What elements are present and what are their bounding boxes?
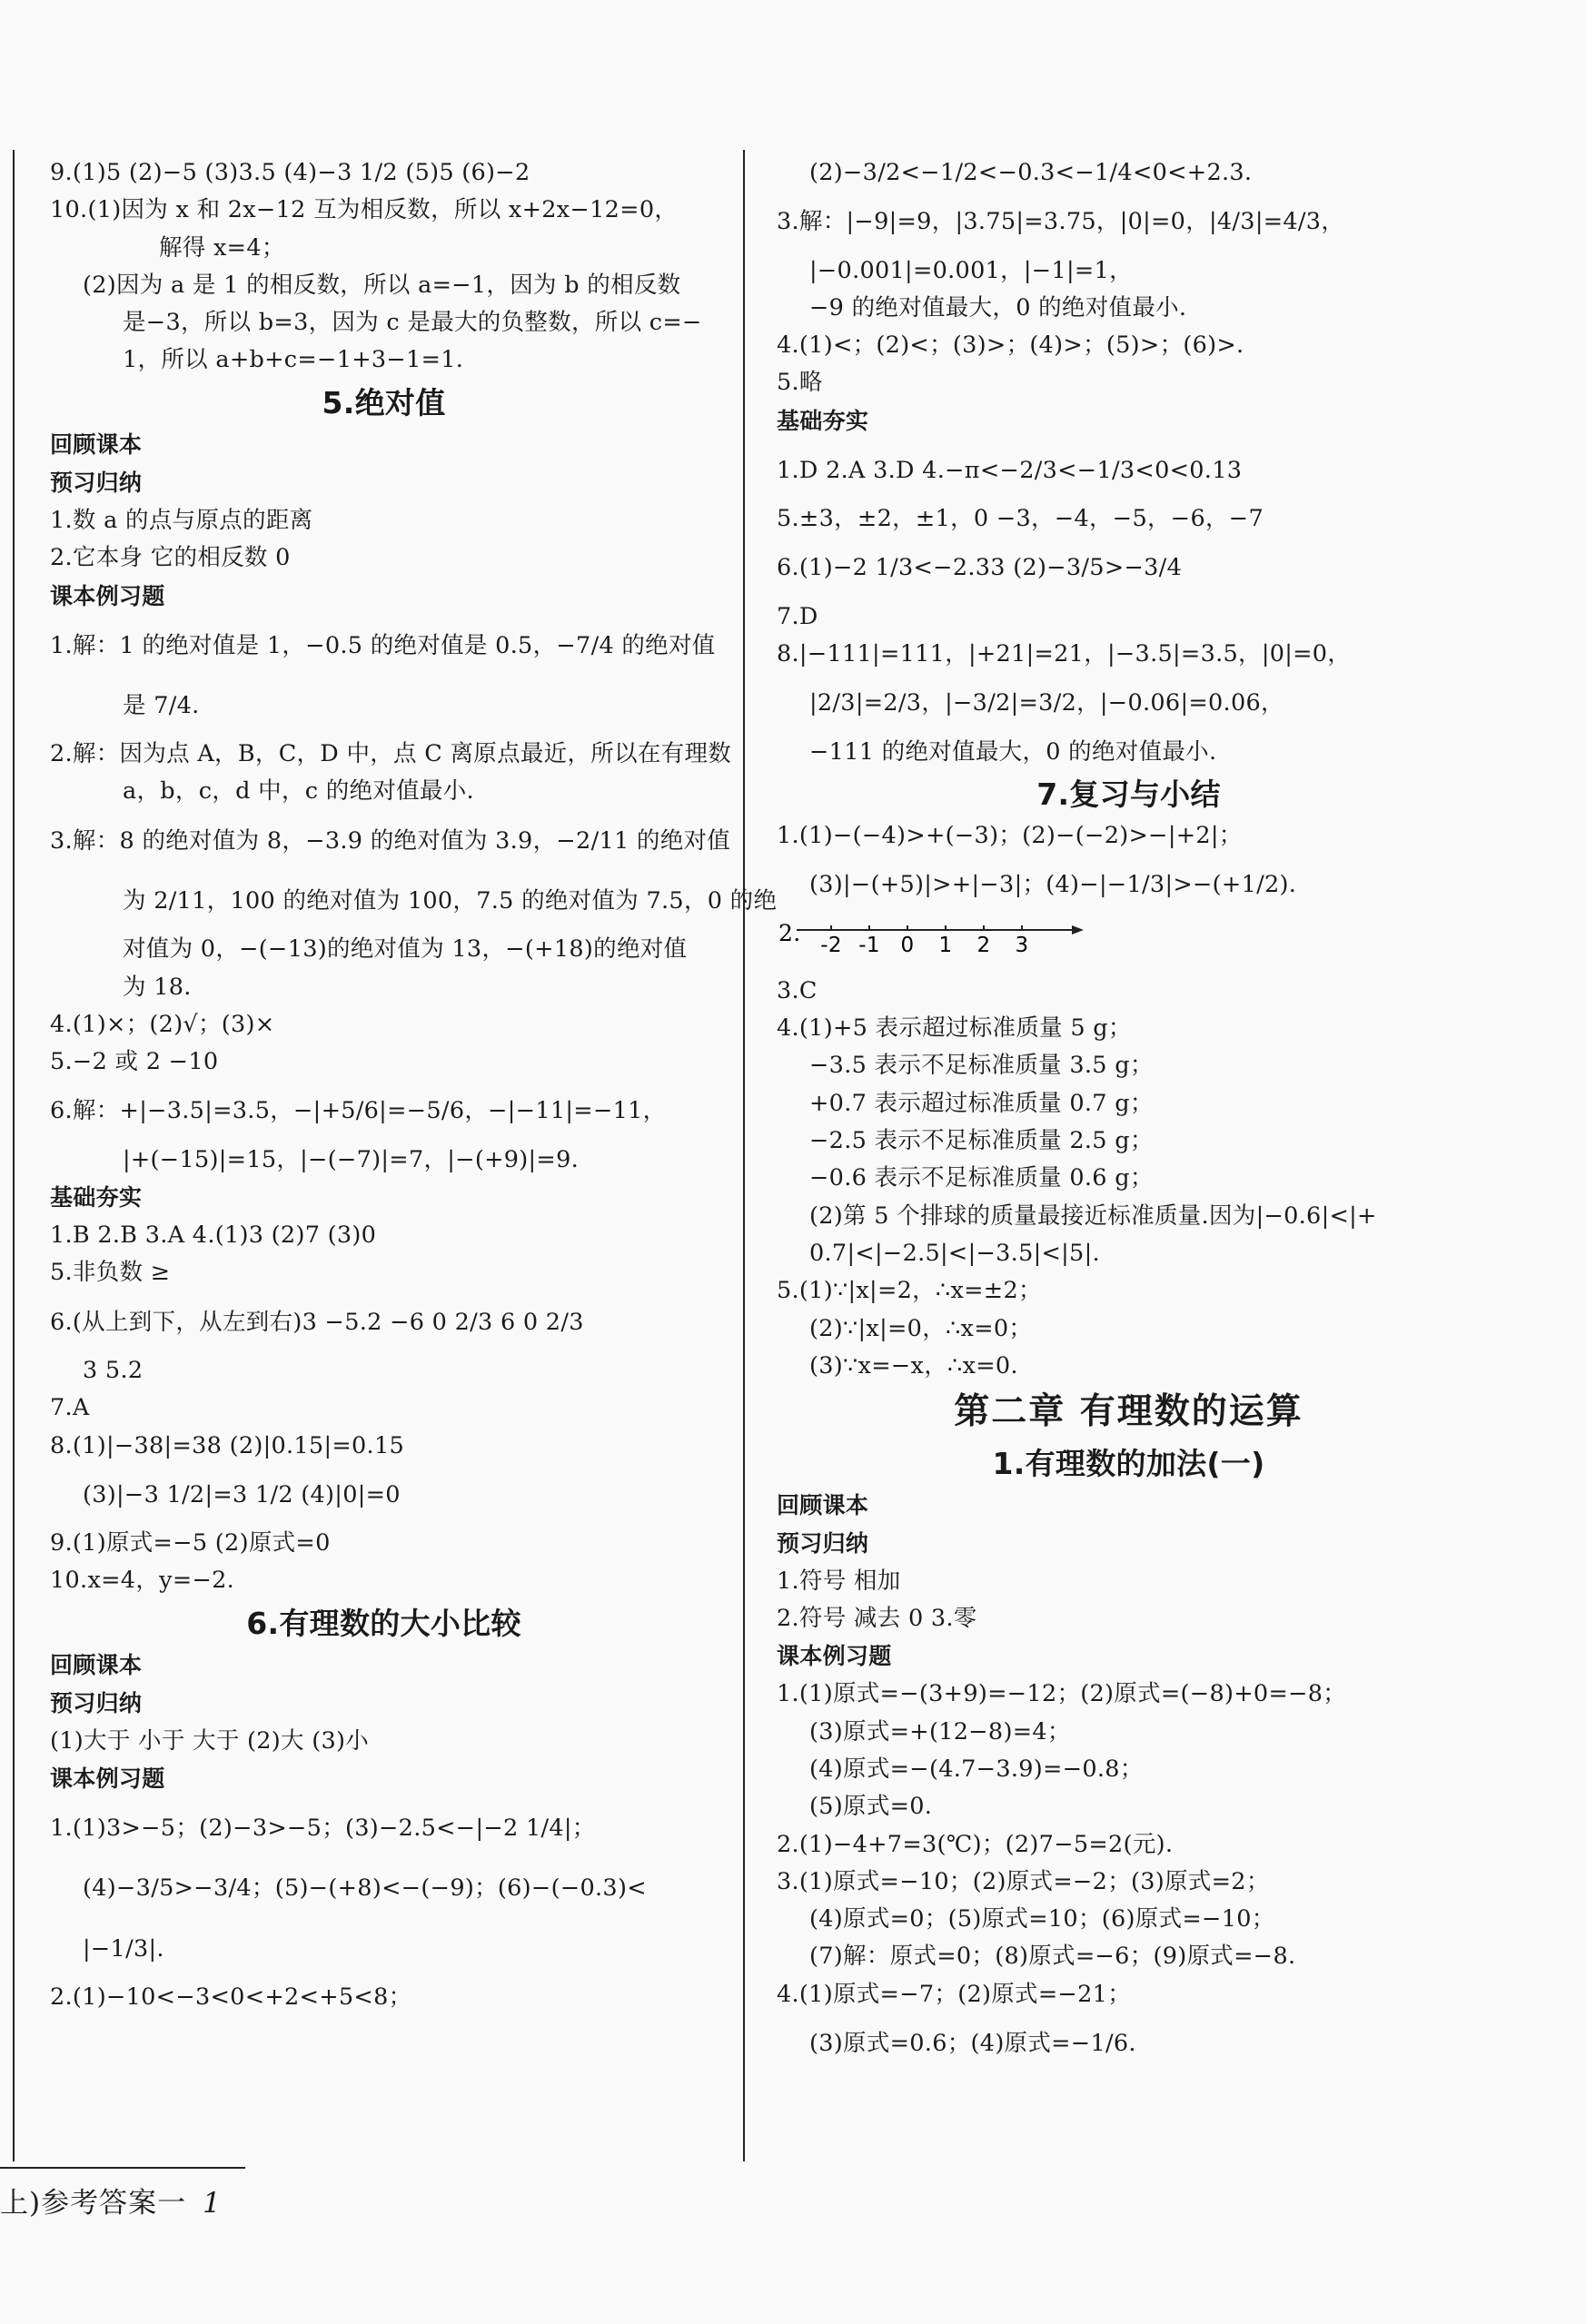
answer-line: 是 7/4. bbox=[123, 691, 200, 719]
answer-line: 3.(1)原式=−10；(2)原式=−2；(3)原式=2； bbox=[777, 1867, 1270, 1895]
tick-label: 0 bbox=[900, 933, 915, 955]
answer-line: +0.7 表示超过标准质量 0.7 g； bbox=[809, 1089, 1154, 1117]
answer-line: 1.(1)原式=−(3+9)=−12；(2)原式=(−8)+0=−8； bbox=[777, 1680, 1347, 1708]
tick-label: -2 bbox=[820, 933, 842, 955]
section-title-review-summary: 7.复习与小结 bbox=[1036, 776, 1221, 812]
answer-line: 1.解：1 的绝对值是 1，−0.5 的绝对值是 0.5，−7/4 的绝对值 bbox=[50, 631, 716, 659]
answer-line: (3)原式=0.6；(4)原式=−1/6. bbox=[809, 2030, 1136, 2057]
column-divider bbox=[743, 150, 745, 2161]
answer-line: 是−3，所以 b=3，因为 c 是最大的负整数，所以 c=− bbox=[123, 309, 702, 337]
answer-line: 5.−2 或 2 −10 bbox=[50, 1048, 219, 1076]
subheading-review: 回顾课本 bbox=[50, 1651, 143, 1678]
subheading-basics: 基础夯实 bbox=[777, 407, 869, 434]
section-title-absolute-value: 5.绝对值 bbox=[322, 384, 446, 420]
answer-line: 4.(1)×；(2)√；(3)× bbox=[50, 1010, 275, 1038]
answer-line: −0.6 表示不足标准质量 0.6 g； bbox=[809, 1164, 1154, 1192]
answer-line: (2)因为 a 是 1 的相反数，所以 a=−1，因为 b 的相反数 bbox=[83, 271, 681, 299]
answer-line: |−1/3|. bbox=[83, 1934, 164, 1963]
answer-line: 2.(1)−4+7=3(℃)；(2)7−5=2(元). bbox=[777, 1830, 1174, 1858]
tick-label: 3 bbox=[1015, 933, 1029, 955]
answer-line: (4)原式=−(4.7−3.9)=−0.8； bbox=[809, 1755, 1144, 1783]
answer-line: 1.(1)−(−4)>+(−3)；(2)−(−2)>−|+2|； bbox=[777, 822, 1243, 849]
right-column bbox=[777, 154, 1481, 2073]
answer-line: 9.(1)5 (2)−5 (3)3.5 (4)−3 1/2 (5)5 (6)−2 bbox=[50, 159, 530, 186]
answer-line: 10.x=4，y=−2. bbox=[50, 1567, 235, 1595]
section-title-comparison: 6.有理数的大小比较 bbox=[246, 1605, 521, 1641]
page-number: 1 bbox=[203, 2187, 222, 2220]
answer-line: (1)大于 小于 大于 (2)大 (3)小 bbox=[50, 1726, 370, 1755]
answer-line: 为 2/11，100 的绝对值为 100，7.5 的绝对值为 7.5，0 的绝 bbox=[123, 887, 778, 915]
subheading-examples: 课本例习题 bbox=[50, 1765, 165, 1793]
answer-line: 2.它本身 它的相反数 0 bbox=[50, 544, 291, 572]
answer-line: −2.5 表示不足标准质量 2.5 g； bbox=[809, 1127, 1154, 1155]
answer-line: 1.数 a 的点与原点的距离 bbox=[50, 506, 313, 534]
answer-line: 1.(1)3>−5；(2)−3>−5；(3)−2.5<−|−2 1/4|； bbox=[50, 1815, 596, 1843]
answer-line: (3)|−(+5)|>+|−3|；(4)−|−1/3|>−(+1/2). bbox=[809, 871, 1297, 899]
answer-line: |+(−15)|=15，|−(−7)|=7，|−(+9)|=9. bbox=[123, 1145, 580, 1173]
answer-line: 3.解：8 的绝对值为 8，−3.9 的绝对值为 3.9，−2/11 的绝对值 bbox=[50, 826, 731, 855]
answer-line: −3.5 表示不足标准质量 3.5 g； bbox=[809, 1052, 1154, 1080]
answer-line: 2.(1)−10<−3<0<+2<+5<8； bbox=[50, 1983, 412, 2012]
answer-line: −111 的绝对值最大，0 的绝对值最小. bbox=[809, 737, 1217, 766]
subheading-examples: 课本例习题 bbox=[50, 582, 165, 609]
answer-line: 3.解：|−9|=9，|3.75|=3.75，|0|=0，|4/3|=4/3， bbox=[777, 208, 1345, 236]
section-title-addition: 1.有理数的加法(一) bbox=[992, 1445, 1265, 1481]
answer-line: |2/3|=2/3，|−3/2|=3/2，|−0.06|=0.06， bbox=[809, 689, 1284, 717]
answer-line: 3 5.2 bbox=[83, 1356, 144, 1384]
answer-line: 5.非负数 ≥ bbox=[50, 1259, 171, 1287]
answer-line: 1，所以 a+b+c=−1+3−1=1. bbox=[123, 346, 464, 374]
answer-line: 7.A bbox=[50, 1394, 90, 1422]
number-line-arrow-icon bbox=[1072, 925, 1084, 935]
answer-line: |−0.001|=0.001，|−1|=1， bbox=[809, 256, 1133, 284]
footer-label: 上)参考答案一 bbox=[0, 2187, 187, 2220]
answer-line: 3.C bbox=[777, 976, 818, 1004]
answer-line: 7.D bbox=[777, 602, 818, 630]
answer-line: 8.(1)|−38|=38 (2)|0.15|=0.15 bbox=[50, 1431, 404, 1459]
chapter-title: 第二章 有理数的运算 bbox=[954, 1391, 1303, 1433]
left-margin-rule bbox=[13, 150, 15, 2161]
answer-line: 1.B 2.B 3.A 4.(1)3 (2)7 (3)0 bbox=[50, 1221, 377, 1250]
footer-rule bbox=[0, 2167, 245, 2169]
answer-line: 9.(1)原式=−5 (2)原式=0 bbox=[50, 1529, 331, 1558]
subheading-preview: 预习归纳 bbox=[50, 1689, 143, 1716]
answer-line: 4.(1)原式=−7；(2)原式=−21； bbox=[777, 1980, 1132, 2008]
subheading-basics: 基础夯实 bbox=[50, 1184, 143, 1211]
answer-line: 解得 x=4； bbox=[159, 233, 285, 262]
tick-label: 1 bbox=[938, 933, 953, 955]
tick-label: 2 bbox=[976, 933, 991, 955]
answer-line: 2.解：因为点 A，B，C，D 中，点 C 离原点最近，所以在有理数 bbox=[50, 740, 732, 768]
answer-line: (5)原式=0. bbox=[809, 1793, 933, 1821]
answer-line: (7)解：原式=0；(8)原式=−6；(9)原式=−8. bbox=[809, 1943, 1296, 1971]
page-footer bbox=[0, 2180, 222, 2220]
answer-line: 8.|−111|=111，|+21|=21，|−3.5|=3.5，|0|=0， bbox=[777, 639, 1352, 668]
answer-line: 6.解：+|−3.5|=3.5，−|+5/6|=−5/6，−|−11|=−11， bbox=[50, 1097, 667, 1125]
answer-line: 对值为 0，−(−13)的绝对值为 13，−(+18)的绝对值 bbox=[123, 935, 688, 964]
subheading-examples: 课本例习题 bbox=[777, 1643, 892, 1670]
answer-line: 1.符号 相加 bbox=[777, 1567, 901, 1595]
answer-line: (4)−3/5>−3/4；(5)−(+8)<−(−9)；(6)−(−0.3)< bbox=[83, 1874, 647, 1903]
answer-line: 0.7|<|−2.5|<|−3.5|<|5|. bbox=[809, 1239, 1100, 1267]
answer-line: 5.±3，±2，±1，0 −3，−4，−5，−6，−7 bbox=[777, 505, 1264, 533]
answer-line: (2)−3/2<−1/2<−0.3<−1/4<0<+2.3. bbox=[809, 159, 1253, 186]
number-line-answer bbox=[777, 919, 1481, 967]
subheading-review: 回顾课本 bbox=[50, 430, 143, 458]
answer-line: 4.(1)<；(2)<；(3)>；(4)>；(5)>；(6)>. bbox=[777, 331, 1244, 360]
subheading-review: 回顾课本 bbox=[777, 1491, 869, 1518]
number-line-label: 2. bbox=[778, 919, 801, 946]
number-line bbox=[777, 919, 1140, 955]
subheading-preview: 预习归纳 bbox=[50, 469, 143, 496]
answer-line: 5.略 bbox=[777, 369, 823, 397]
answer-line: (2)第 5 个排球的质量最接近标准质量.因为|−0.6|<|+ bbox=[809, 1202, 1377, 1230]
answer-line: 10.(1)因为 x 和 2x−12 互为相反数，所以 x+2x−12=0， bbox=[50, 196, 679, 224]
answer-line: −9 的绝对值最大，0 的绝对值最小. bbox=[809, 293, 1187, 321]
answer-line: 6.(从上到下，从左到右)3 −5.2 −6 0 2/3 6 0 2/3 bbox=[50, 1308, 584, 1336]
answer-line: (3)|−3 1/2|=3 1/2 (4)|0|=0 bbox=[83, 1480, 401, 1508]
answer-line: 6.(1)−2 1/3<−2.33 (2)−3/5>−3/4 bbox=[777, 554, 1183, 582]
subheading-preview: 预习归纳 bbox=[777, 1529, 869, 1557]
answer-line: (4)原式=0；(5)原式=10；(6)原式=−10； bbox=[809, 1905, 1275, 1933]
left-column bbox=[50, 154, 778, 2016]
answer-line: (3)∵x=−x，∴x=0. bbox=[809, 1351, 1018, 1380]
answer-line: 5.(1)∵|x|=2，∴x=±2； bbox=[777, 1277, 1042, 1305]
answer-line: 1.D 2.A 3.D 4.−π<−2/3<−1/3<0<0.13 bbox=[777, 456, 1243, 484]
answer-line: 为 18. bbox=[123, 973, 192, 1001]
answer-line: (2)∵|x|=0，∴x=0； bbox=[809, 1314, 1033, 1342]
answer-line: 4.(1)+5 表示超过标准质量 5 g； bbox=[777, 1014, 1132, 1043]
answer-line: 2.符号 减去 0 3.零 bbox=[777, 1605, 977, 1633]
tick-label: -1 bbox=[858, 933, 880, 955]
answer-line: (3)原式=+(12−8)=4； bbox=[809, 1717, 1071, 1745]
answer-line: a，b，c，d 中，c 的绝对值最小. bbox=[123, 777, 474, 806]
